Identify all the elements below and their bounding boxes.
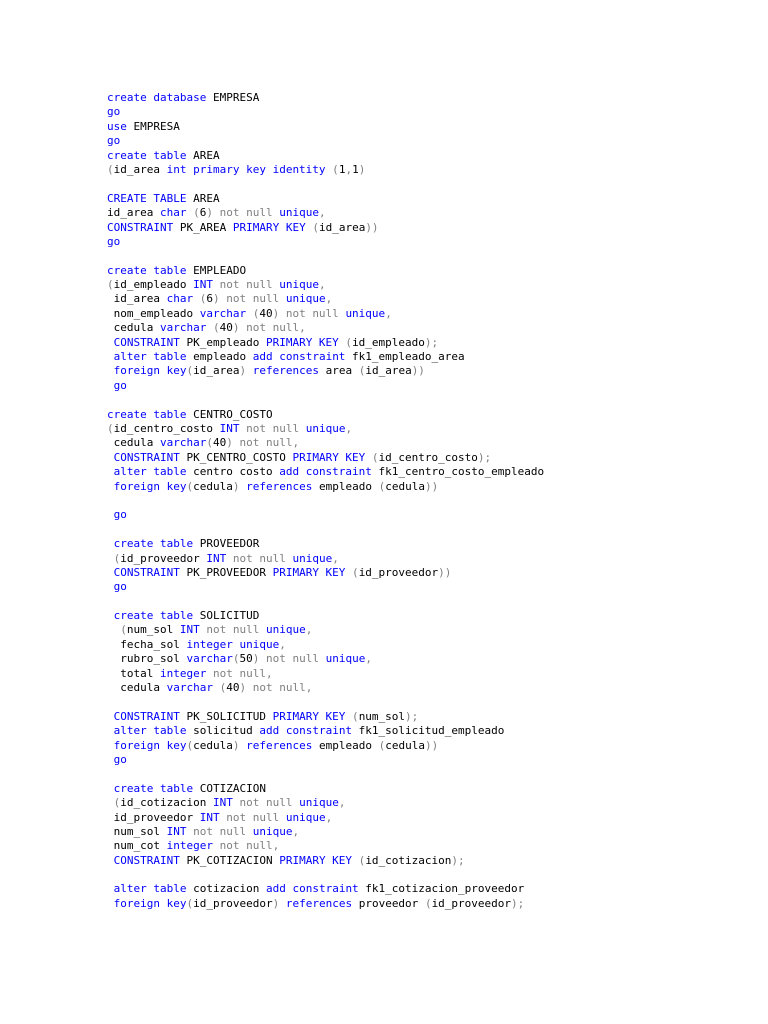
code-token: go (107, 234, 121, 248)
code-token: id_proveedor (431, 896, 512, 910)
code-line (107, 364, 747, 378)
code-token: EMPRESA (126, 119, 180, 133)
code-token: id_area (193, 364, 240, 378)
code-token: create database (107, 91, 207, 104)
code-token: cedula (107, 436, 160, 450)
code-token: ) (239, 364, 253, 378)
code-token: cedula (193, 738, 233, 752)
code-token: empleado (312, 738, 379, 752)
code-token: 6 (206, 292, 213, 306)
code-token: 40 (219, 321, 233, 335)
code-token: ( (193, 292, 207, 306)
code-token: not null (232, 796, 300, 810)
code-line (107, 552, 747, 566)
code-token: ( (365, 450, 379, 464)
sql-code-document (107, 91, 747, 911)
code-line (107, 638, 747, 652)
code-line (107, 695, 747, 709)
code-token: )) (411, 364, 425, 378)
code-token: cedula (193, 479, 233, 493)
code-token: num_sol (358, 709, 406, 723)
code-line (107, 307, 747, 321)
code-token: alter table (107, 882, 187, 896)
code-token: total (107, 666, 160, 680)
code-token: EMPRESA (206, 91, 260, 104)
code-token: alter table (107, 350, 187, 364)
code-token: 6 (199, 206, 207, 220)
code-token: not null (186, 824, 253, 838)
code-token: unique (265, 623, 306, 637)
code-token: ); (477, 450, 492, 464)
code-line (107, 609, 747, 623)
code-token: ) not null (272, 306, 346, 320)
code-token: ( (186, 738, 194, 752)
code-token: id_area (318, 220, 366, 234)
code-line (107, 321, 747, 335)
code-token: PK_SOLICITUD (179, 709, 273, 723)
code-token: rubro_sol (107, 652, 187, 666)
code-token: unique (279, 278, 319, 292)
code-token: ( (345, 709, 359, 723)
code-token: AREA (186, 148, 220, 162)
code-token: ) not null (206, 206, 280, 220)
code-token: go (107, 105, 121, 119)
code-token: char (166, 292, 194, 306)
code-token: ); (424, 335, 439, 349)
code-token: id_centro_costo (113, 421, 220, 435)
code-token: references (285, 896, 353, 910)
code-token: not null (199, 623, 266, 637)
code-token: 50 (239, 652, 253, 666)
code-token: cedula (107, 681, 167, 695)
code-line (107, 767, 747, 781)
code-token: ( (424, 896, 432, 910)
code-line (107, 163, 747, 177)
code-token: id_proveedor (358, 565, 439, 579)
code-token: centro costo (186, 465, 280, 479)
code-token: empleado (186, 350, 253, 364)
code-line (107, 249, 747, 263)
code-line (107, 292, 747, 306)
code-token: ( (325, 162, 339, 176)
code-token: ( (186, 364, 194, 378)
code-token: char (159, 206, 187, 220)
code-token: )) (424, 479, 439, 493)
code-line (107, 105, 747, 119)
code-token: PK_COTIZACION (179, 853, 280, 867)
code-token: cedula (107, 321, 160, 335)
code-token: references (246, 738, 313, 752)
code-token: create table (107, 537, 194, 551)
code-line (107, 494, 747, 508)
code-token: go (107, 508, 127, 522)
code-token: INT (199, 810, 220, 824)
code-token: ( (345, 565, 359, 579)
code-token: cedula (385, 479, 425, 493)
code-token: varchar (159, 321, 207, 335)
code-token: EMPLEADO (186, 263, 247, 277)
code-token: id_cotizacion (120, 796, 213, 810)
code-token: , (292, 824, 300, 838)
code-token: ( (107, 551, 121, 565)
code-token: go (107, 752, 127, 766)
code-token: CENTRO_COSTO (186, 407, 273, 421)
code-line (107, 811, 747, 825)
code-token: create table (107, 148, 187, 162)
code-token: unique (345, 306, 386, 320)
code-token: ( (212, 681, 227, 695)
code-token: ( (338, 335, 353, 349)
code-token: , (318, 206, 326, 220)
code-token: create table (107, 781, 194, 795)
code-token: CONSTRAINT (107, 565, 180, 579)
code-token: PK_PROVEEDOR (179, 565, 273, 579)
code-token: PK_AREA (173, 220, 233, 234)
code-token: , (305, 623, 313, 637)
code-token: num_sol (126, 623, 180, 637)
code-token: CONSTRAINT (107, 450, 180, 464)
code-line (107, 537, 747, 551)
code-token: unique (292, 551, 333, 565)
code-line (107, 508, 747, 522)
code-token: id_proveedor (120, 551, 207, 565)
code-token: ( (378, 738, 386, 752)
code-line (107, 753, 747, 767)
code-token: ( (358, 364, 366, 378)
code-token: alter table (107, 724, 187, 738)
code-token: go (107, 378, 127, 392)
code-line (107, 393, 747, 407)
code-token: ); (405, 709, 419, 723)
code-token: ( (186, 479, 194, 493)
code-token: 40 (226, 681, 240, 695)
code-token: ); (511, 896, 525, 910)
code-token: ( (352, 853, 366, 867)
code-line (107, 120, 747, 134)
code-line (107, 523, 747, 537)
code-token: varchar (166, 681, 213, 695)
code-line (107, 854, 747, 868)
code-token: foreign key (107, 738, 187, 752)
code-token: ( (206, 436, 213, 450)
code-token: )) (424, 738, 439, 752)
code-token: area (318, 364, 359, 378)
code-token: fk1_cotizacion_proveedor (358, 882, 525, 896)
code-token: ( (186, 206, 200, 220)
code-line (107, 868, 747, 882)
code-line (107, 192, 747, 206)
code-token: ( (206, 321, 220, 335)
code-token: ( (232, 652, 240, 666)
code-line (107, 221, 747, 235)
code-token: fk1_solicitud_empleado (352, 724, 505, 738)
code-token: go (107, 134, 121, 148)
code-token: PRIMARY KEY (272, 709, 346, 723)
code-line (107, 480, 747, 494)
code-line (107, 580, 747, 594)
code-token: unique (299, 796, 339, 810)
code-line (107, 436, 747, 450)
code-token: PK_CENTRO_COSTO (179, 450, 293, 464)
code-token: ( (107, 796, 121, 810)
code-token: not null, (206, 666, 273, 680)
code-line (107, 451, 747, 465)
code-token: not null (219, 810, 286, 824)
code-token: use (107, 119, 127, 133)
code-line (107, 149, 747, 163)
code-token: proveedor (352, 896, 425, 910)
code-line (107, 264, 747, 278)
code-token: CREATE TABLE (107, 191, 187, 205)
code-token: INT (179, 623, 200, 637)
code-line (107, 882, 747, 896)
code-token: empleado (312, 479, 379, 493)
code-token: create table (107, 407, 187, 421)
code-token: ( (107, 162, 114, 176)
code-token: integer unique (186, 637, 280, 651)
code-token: ) not null, (226, 436, 300, 450)
code-token: id_area (107, 206, 160, 220)
code-token: fk1_centro_costo_empleado (371, 465, 545, 479)
code-token: num_cot (107, 839, 167, 853)
code-token: integer (159, 666, 207, 680)
code-token: ) (358, 162, 366, 176)
code-token: id_centro_costo (378, 450, 478, 464)
code-token: INT (219, 421, 240, 435)
code-token: not null (212, 278, 280, 292)
code-token: add constraint (265, 882, 359, 896)
code-token: not null (239, 421, 306, 435)
code-line (107, 465, 747, 479)
code-line (107, 235, 747, 249)
code-token: PRIMARY KEY (232, 220, 306, 234)
code-token: foreign key (107, 896, 187, 910)
code-line (107, 206, 747, 220)
code-token: num_sol (107, 824, 167, 838)
code-token: id_area (107, 292, 167, 306)
code-line (107, 825, 747, 839)
code-token: add constraint (259, 724, 353, 738)
code-token: CONSTRAINT (107, 853, 180, 867)
code-token: create table (107, 263, 187, 277)
code-token: ) (232, 479, 247, 493)
code-token: solicitud (186, 724, 260, 738)
code-token: , (385, 306, 392, 320)
code-token: fk1_empleado_area (345, 350, 465, 364)
code-token: INT (193, 278, 213, 292)
code-token: ( (107, 623, 127, 637)
code-token: id_empleado (113, 278, 194, 292)
code-token: ( (186, 896, 194, 910)
code-token: unique (325, 652, 366, 666)
code-token: ) (272, 896, 286, 910)
code-token: unique (279, 206, 319, 220)
code-token: cedula (385, 738, 425, 752)
code-token: ) not null (212, 292, 286, 306)
code-line (107, 134, 747, 148)
code-token: unique (285, 292, 326, 306)
code-token: , (325, 292, 333, 306)
code-line (107, 408, 747, 422)
code-token: CONSTRAINT (107, 335, 180, 349)
code-token: ( (305, 220, 319, 234)
code-line (107, 667, 747, 681)
code-line (107, 623, 747, 637)
code-line (107, 595, 747, 609)
code-token: nom_empleado (107, 306, 200, 320)
code-token: ); (451, 853, 465, 867)
code-token: , (345, 162, 353, 176)
code-token: )) (438, 565, 452, 579)
code-token: , (365, 652, 372, 666)
code-line (107, 652, 747, 666)
code-token: ) not null (252, 652, 326, 666)
code-line (107, 379, 747, 393)
code-token: ) not null, (239, 681, 313, 695)
code-line (107, 839, 747, 853)
code-token: id_proveedor (107, 810, 200, 824)
code-token: not null, (212, 839, 280, 853)
code-token: id_proveedor (193, 896, 273, 910)
code-token: varchar (199, 306, 247, 320)
code-token: id_cotizacion (365, 853, 452, 867)
code-token: INT (206, 551, 227, 565)
code-token: create table (107, 609, 194, 623)
code-token: 1 (352, 162, 359, 176)
code-line (107, 91, 747, 105)
code-token: references (246, 479, 313, 493)
code-token: varchar (186, 652, 233, 666)
code-token: unique (285, 810, 326, 824)
code-token: ( (107, 278, 114, 292)
code-token: PROVEEDOR (193, 537, 260, 551)
code-token: PRIMARY KEY (265, 335, 339, 349)
code-token: PK_empleado (179, 335, 266, 349)
code-token: CONSTRAINT (107, 220, 174, 234)
code-token: unique (305, 421, 346, 435)
code-token: , (338, 796, 346, 810)
code-line (107, 782, 747, 796)
code-token: ) (232, 738, 247, 752)
code-line (107, 350, 747, 364)
code-line (107, 566, 747, 580)
code-token: INT (166, 824, 187, 838)
code-token: unique (252, 824, 293, 838)
code-token: COTIZACION (193, 781, 266, 795)
code-token: int primary key identity (166, 162, 326, 176)
code-token: 1 (338, 162, 346, 176)
code-line (107, 681, 747, 695)
code-token: , (318, 278, 326, 292)
code-token: CONSTRAINT (107, 709, 180, 723)
code-token: id_area (365, 364, 412, 378)
code-token: PRIMARY KEY (292, 450, 366, 464)
code-token: not null (226, 551, 293, 565)
code-token: varchar (159, 436, 207, 450)
code-line (107, 710, 747, 724)
code-line (107, 897, 747, 911)
code-token: integer (166, 839, 213, 853)
code-token: , (332, 551, 339, 565)
code-token: 40 (259, 306, 273, 320)
code-token: ( (107, 421, 114, 435)
code-line (107, 336, 747, 350)
code-line (107, 796, 747, 810)
code-token: add constraint (279, 465, 372, 479)
code-token: alter table (107, 465, 187, 479)
code-token: fecha_sol (107, 637, 187, 651)
code-line (107, 422, 747, 436)
code-token: , (345, 421, 353, 435)
code-token: AREA (186, 191, 220, 205)
code-token: references (252, 364, 319, 378)
code-token: PRIMARY KEY (279, 853, 353, 867)
code-token: id_empleado (352, 335, 425, 349)
code-token: ( (378, 479, 386, 493)
code-token: , (325, 810, 333, 824)
code-token: INT (212, 796, 233, 810)
code-token: id_area (113, 162, 167, 176)
code-token: ( (246, 306, 260, 320)
code-line (107, 739, 747, 753)
code-token: add constraint (252, 350, 346, 364)
code-token: SOLICITUD (193, 609, 260, 623)
code-token: go (107, 580, 127, 594)
code-token: ) not null, (232, 321, 306, 335)
code-line (107, 278, 747, 292)
code-token: 40 (212, 436, 227, 450)
code-line (107, 724, 747, 738)
code-token: PRIMARY KEY (272, 565, 346, 579)
code-token: , (279, 637, 286, 651)
code-token: )) (365, 220, 379, 234)
code-token: cotizacion (186, 882, 266, 896)
code-token: foreign key (107, 364, 187, 378)
code-line (107, 177, 747, 191)
code-token: foreign key (107, 479, 187, 493)
